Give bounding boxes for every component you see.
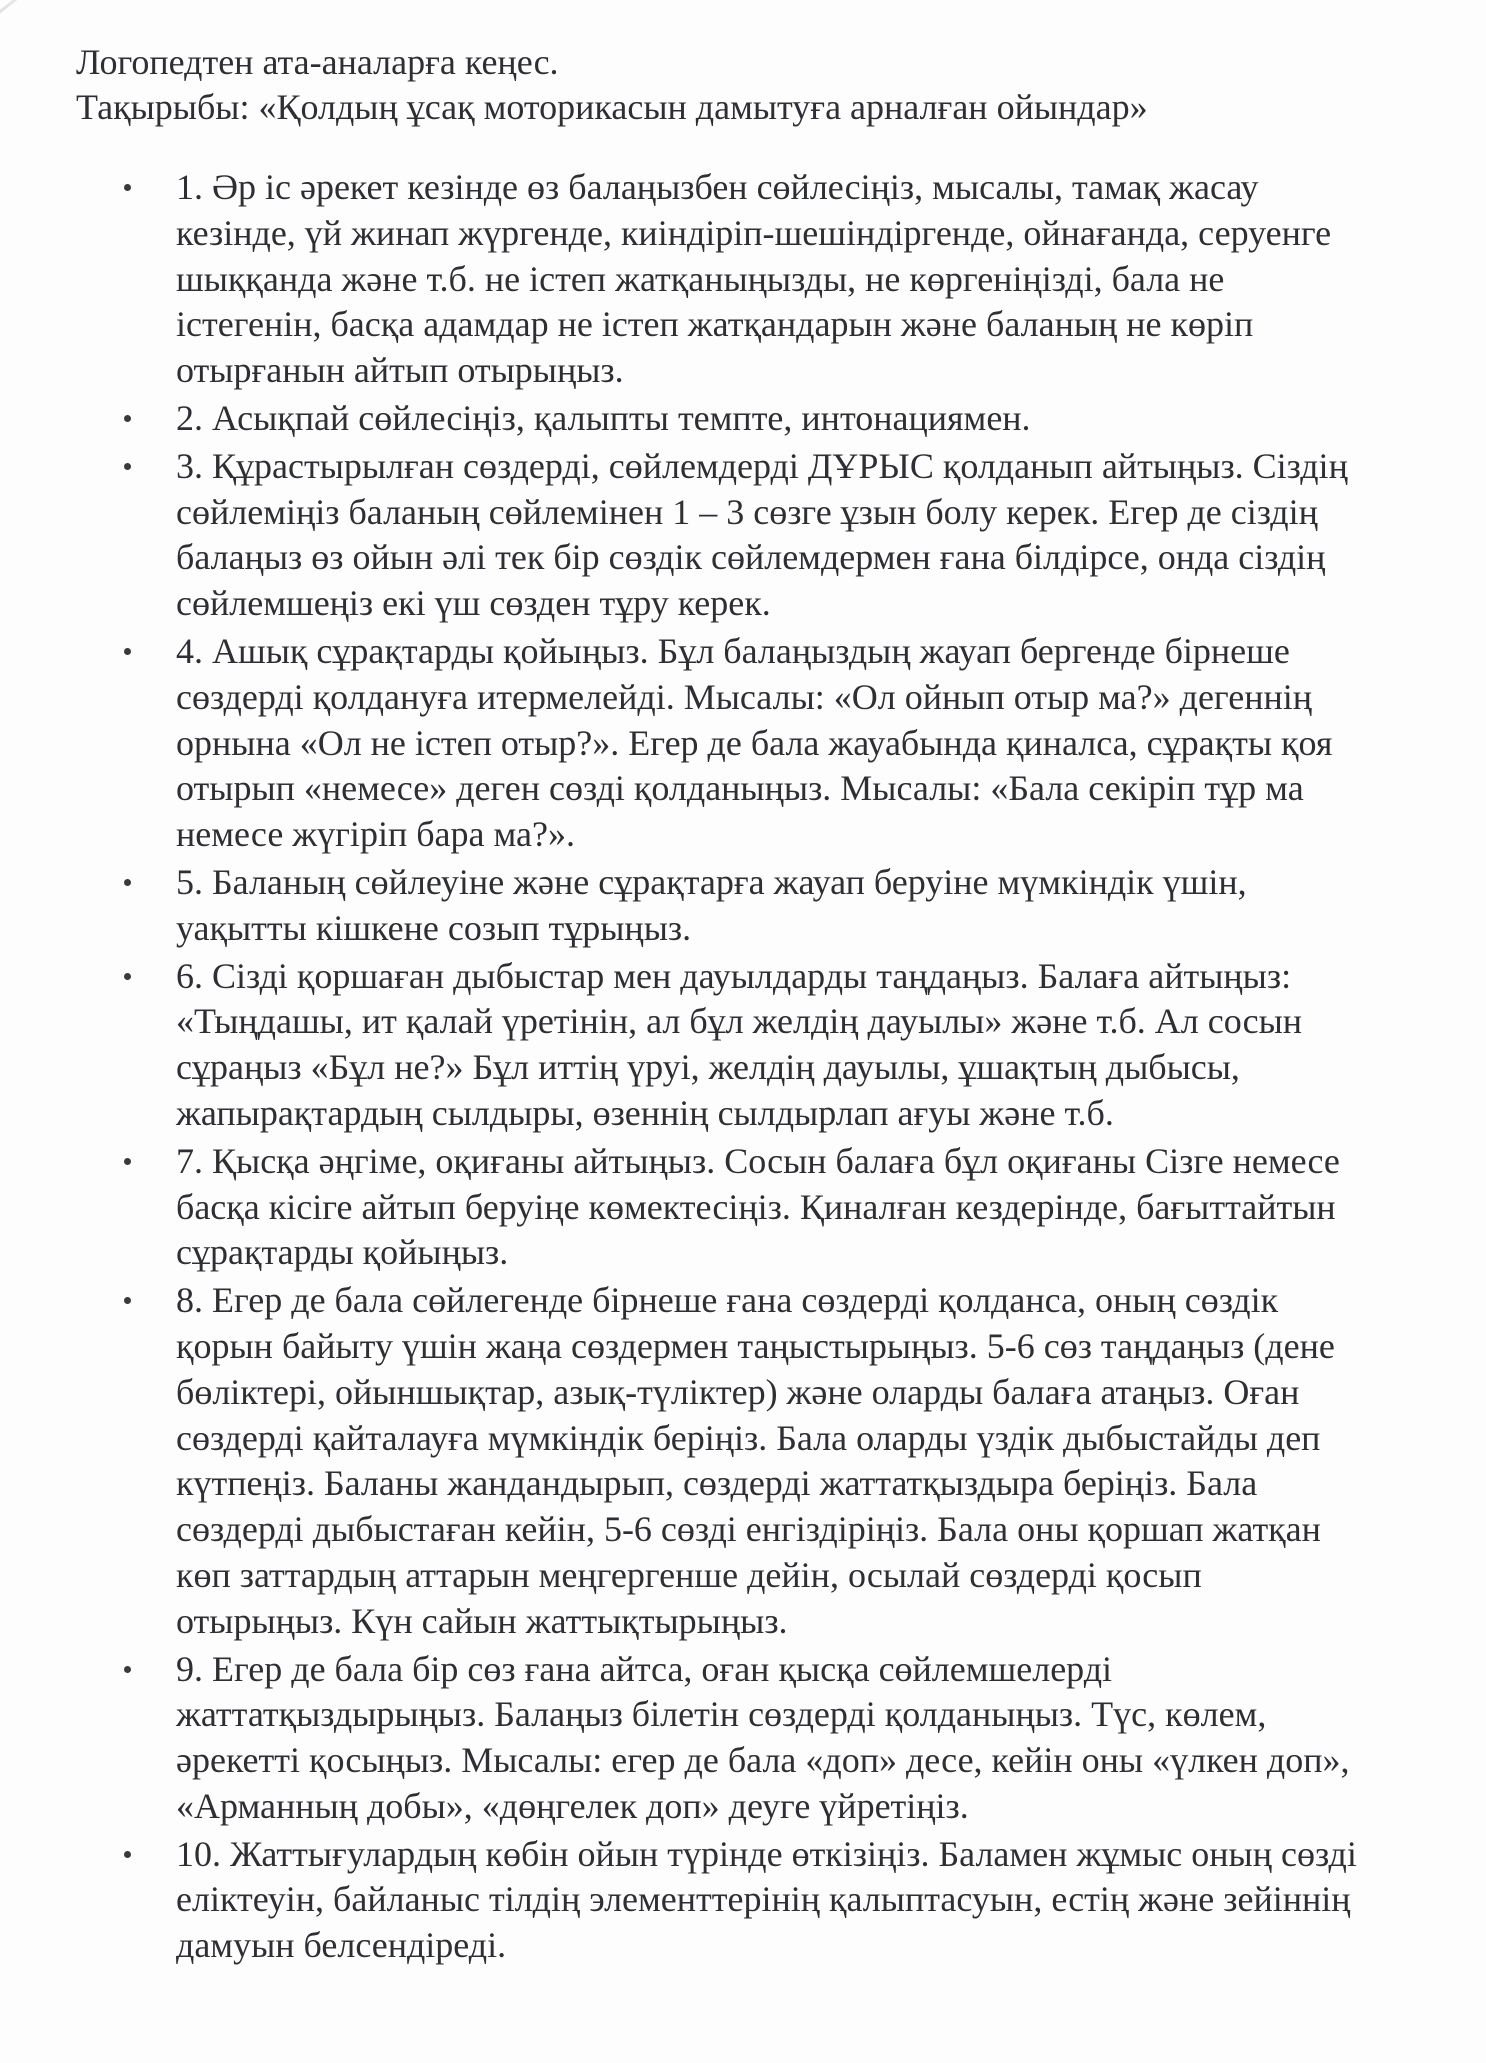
advice-text: 1. Әр іс әрекет кезінде өз балаңызбен сөйлесіңіз, мысалы, тамақ жасау кезінде, үй жинап жүргенде, киіндіріп-шешіндіргенде, ойнағанда, серуенге шыққанда және т.б. не істеп жатқаныңызды, не көргеніңізді, бала не істегенін, басқа адамдар не істеп жатқандарын және баланың не көріп отырғанын айтып отырыңыз. <box>176 167 1332 391</box>
advice-text: 9. Егер де бала бір сөз ғана айтса, оған қысқа сөйлемшелерді жаттатқыздырыңыз. Балаңыз білетін сөздерді қолданыңыз. Түс, көлем, әрекетті қосыңыз. Мысалы: егер де бала «доп» десе, кейін оны «үлкен доп», «Арманның добы», «дөңгелек доп» деуге үйретіңіз. <box>176 1648 1350 1826</box>
advice-text: 2. Асықпай сөйлесіңіз, қалыпты темпте, интонациямен. <box>176 397 1031 438</box>
advice-item-2 <box>0 396 1486 442</box>
bullet-icon <box>124 184 131 191</box>
scan-edge-mark <box>0 0 62 21</box>
advice-item-3 <box>0 444 1486 627</box>
advice-item-8 <box>0 1278 1486 1644</box>
bullet-icon <box>124 415 131 422</box>
advice-text: 10. Жаттығулардың көбін ойын түрінде өткізіңіз. Баламен жұмыс оның сөзді еліктеуін, байланыс тілдің элементтерінің қалыптасуын, естің және зейіннің дамуын белсендіреді. <box>176 1833 1357 1966</box>
bullet-icon <box>124 648 131 655</box>
bullet-icon <box>124 463 131 470</box>
document-header <box>76 40 1436 130</box>
advice-item-4 <box>0 629 1486 858</box>
advice-text: 6. Сізді қоршаған дыбыстар мен дауылдарды таңдаңыз. Балаға айтыңыз: «Тыңдашы, ит қалай үретінін, ал бұл желдің дауылы» және т.б. Ал сосын сұраңыз «Бұл не?» Бұл иттің үруі, желдің дауылы, ұшақтың дыбысы, жапырақтардың сылдыры, өзеннің сылдырлап ағуы және т.б. <box>176 955 1303 1133</box>
advice-text: 4. Ашық сұрақтарды қойыңыз. Бұл балаңыздың жауап бергенде бірнеше сөздерді қолдануға итермелейді. Мысалы: «Ол ойнып отыр ма?» дегеннің орнына «Ол не істеп отыр?». Егер де бала жауабында қиналса, сұрақты қоя отырып «немесе» деген сөзді қолданыңыз. Мысалы: «Бала секіріп тұр ма немесе жүгіріп бара ма?». <box>176 630 1333 855</box>
advice-text: 8. Егер де бала сөйлегенде бірнеше ғана сөздерді қолданса, оның сөздік қорын байыту үшін жаңа сөздермен таңыстырыңыз. 5-6 сөз таңдаңыз (дене бөліктері, ойыншықтар, азық-түліктер) және оларды балаға атаңыз. Оған сөздерді қайталауға мүмкіндік беріңіз. Бала оларды үздік дыбыстайды деп күтпеңіз. Баланы жандандырып, сөздерді жаттатқыздыра беріңіз. Бала сөздерді дыбыстаған кейін, 5-6 сөзді енгіздіріңіз. Бала оны қоршап жатқан көп заттардың аттарын меңгергенше дейін, осылай сөздерді қосып отырыңыз. Күн сайын жаттықтырыңыз. <box>176 1280 1335 1641</box>
advice-item-9 <box>0 1647 1486 1830</box>
bullet-icon <box>124 879 131 886</box>
bullet-icon <box>124 1666 131 1673</box>
bullet-icon <box>124 1297 131 1304</box>
header-line-2: Тақырыбы: «Қолдың ұсақ моторикасын дамытуға арналған ойындар» <box>76 87 1148 127</box>
header-line-1: Логопедтен ата-аналарға кеңес. <box>76 42 559 82</box>
advice-item-7 <box>0 1139 1486 1276</box>
advice-text: 3. Құрастырылған сөздерді, сөйлемдерді ДҰРЫС қолданып айтыңыз. Сіздің сөйлеміңіз баланың сөйлемінен 1 – 3 сөзге ұзын болу керек. Егер де сіздің балаңыз өз ойын әлі тек бір сөздік сөйлемдермен ғана білдірсе, онда сіздің сөйлемшеңіз екі үш сөзден тұру керек. <box>176 445 1348 624</box>
advice-text: 7. Қысқа әңгіме, оқиғаны айтыңыз. Сосын балаға бұл оқиғаны Сізге немесе басқа кісіге айтып беруіңе көмектесіңіз. Қиналған кездерінде, бағыттайтын сұрақтарды қойыңыз. <box>176 1140 1340 1273</box>
advice-item-10 <box>0 1832 1486 1969</box>
advice-item-1 <box>0 165 1486 394</box>
advice-item-6 <box>0 954 1486 1137</box>
advice-text: 5. Баланың сөйлеуіне және сұрақтарға жауап беруіне мүмкіндік үшін, уақытты кішкене созып тұрыңыз. <box>176 861 1247 948</box>
bullet-icon <box>124 1158 131 1165</box>
advice-item-5 <box>0 860 1486 952</box>
advice-list <box>0 165 1486 1971</box>
bullet-icon <box>124 973 131 980</box>
bullet-icon <box>124 1851 131 1858</box>
